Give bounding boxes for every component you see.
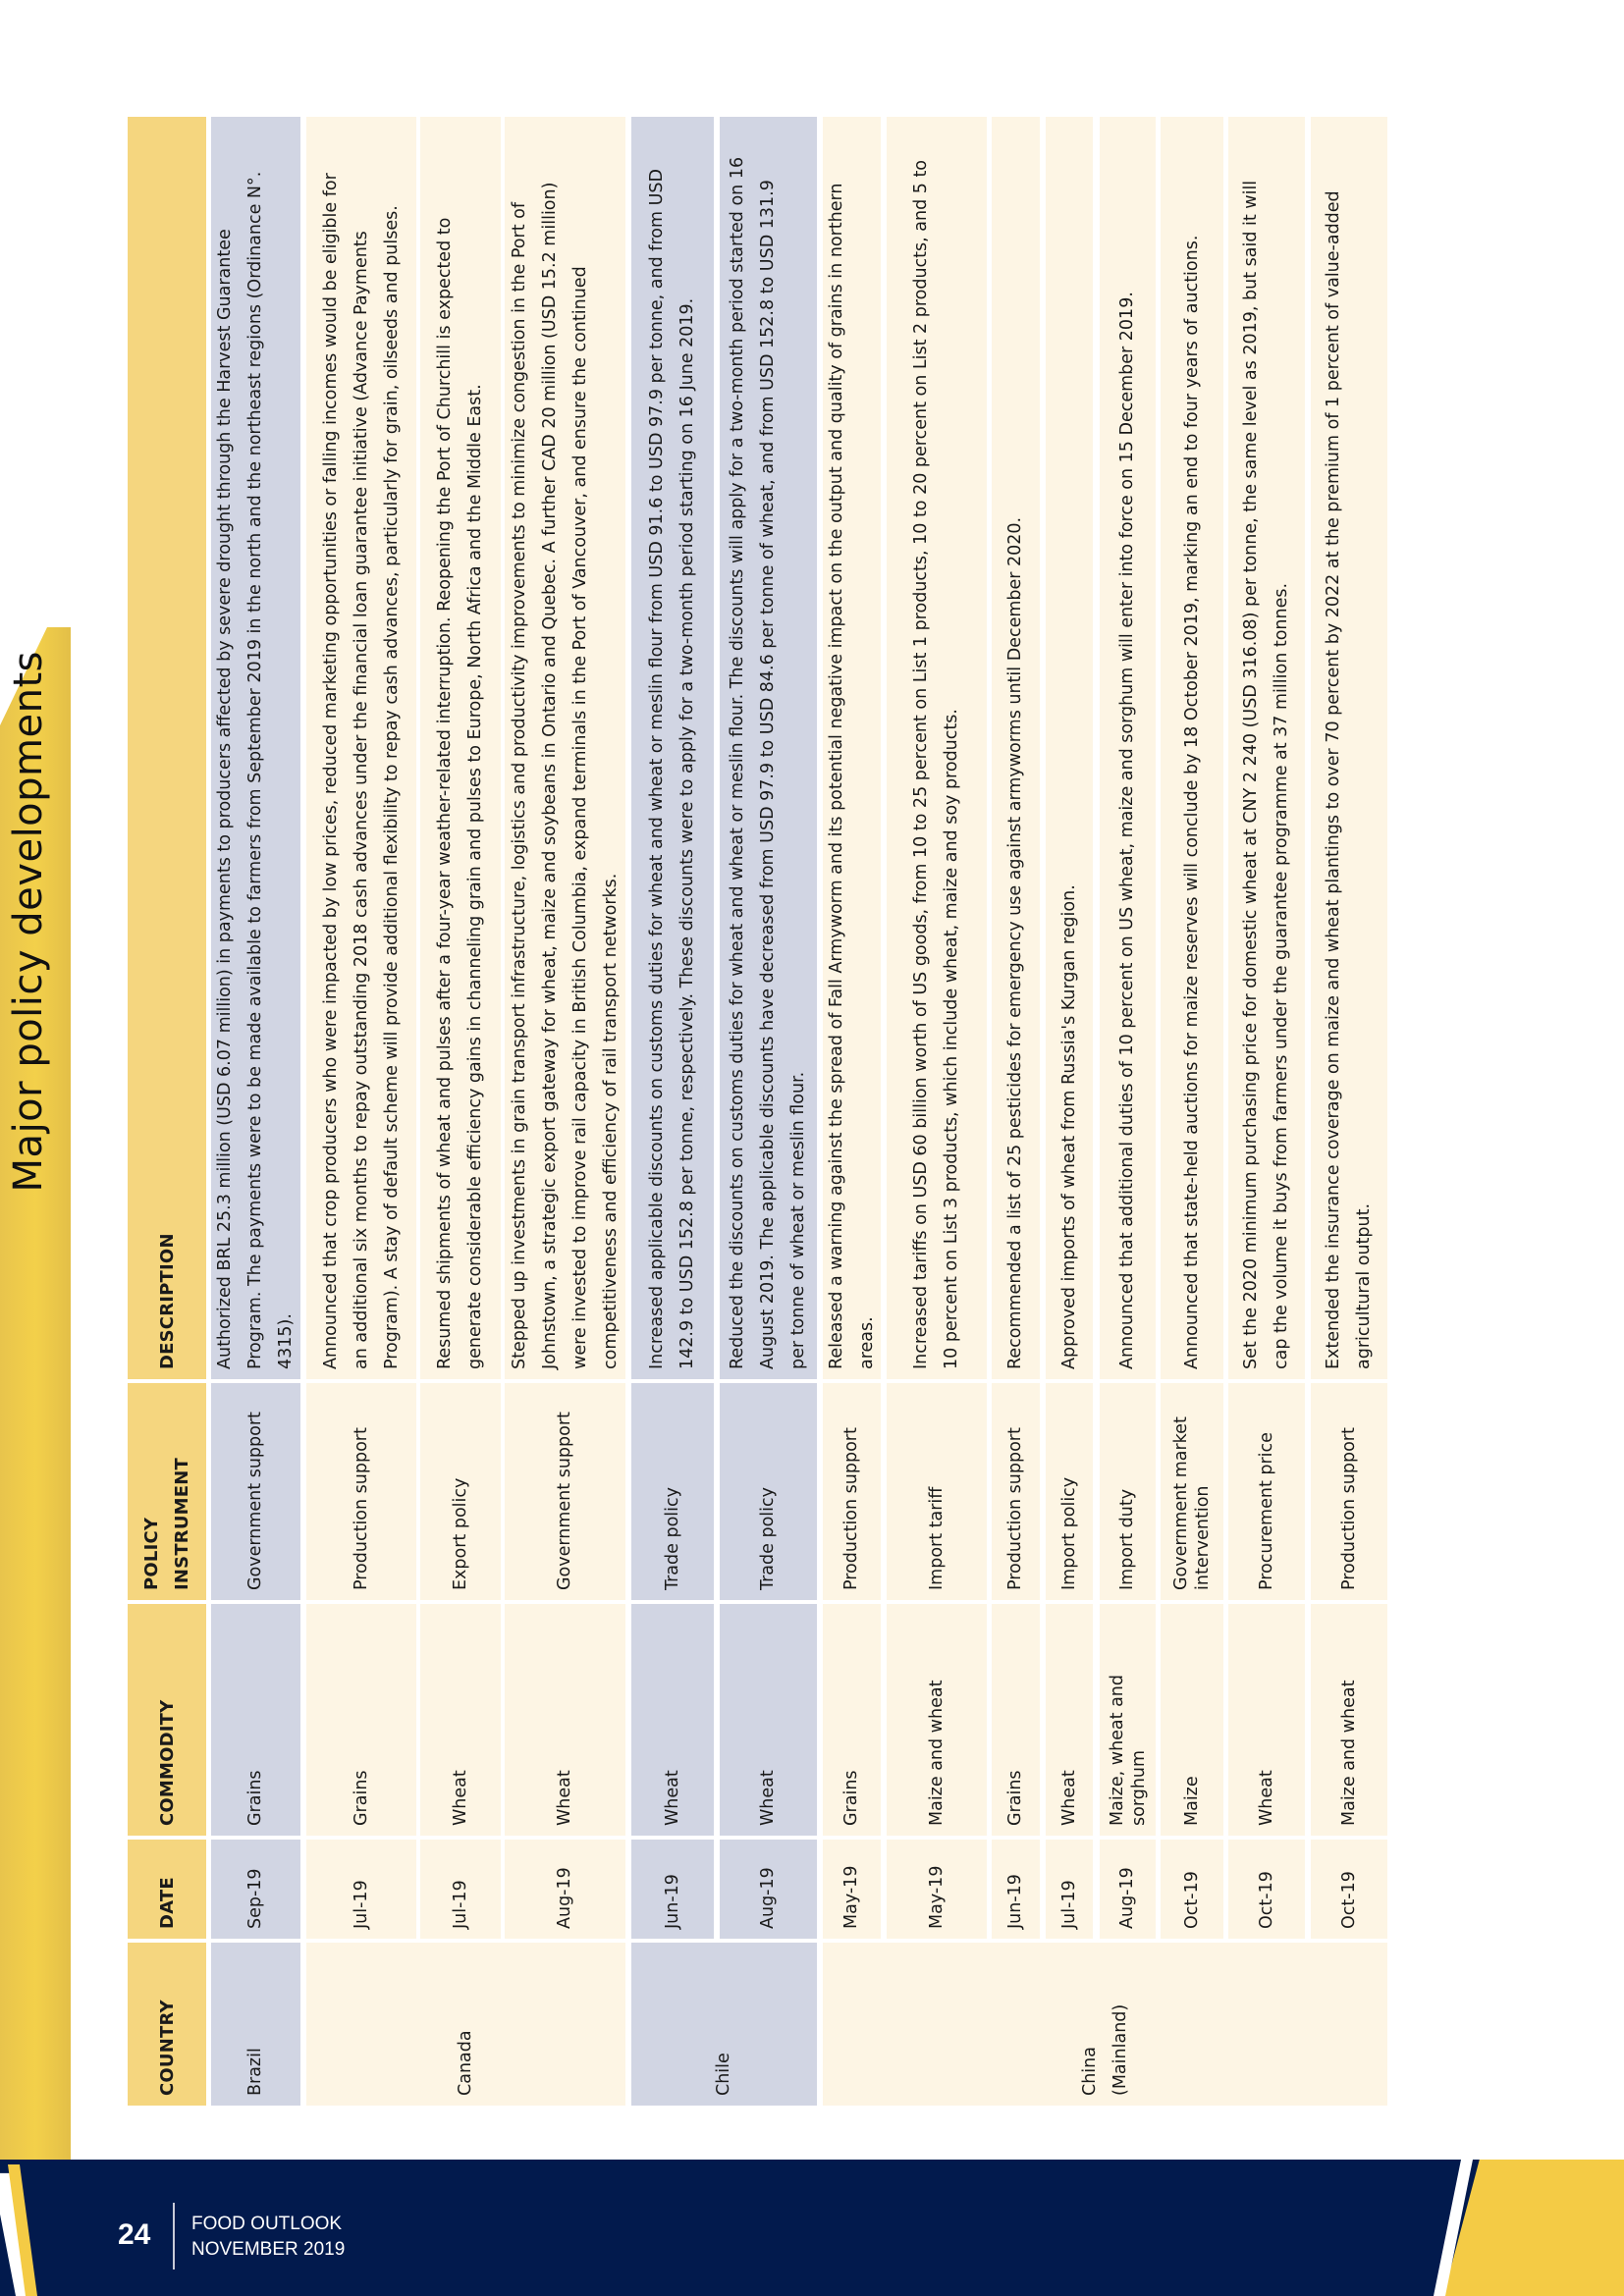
- cell-date: Aug-19: [505, 1840, 625, 1939]
- cell-description: Set the 2020 minimum purchasing price for domestic wheat at CNY 2 240 (USD 316.08) per tonne, the same level as 2019, but said it will cap the volume it buys from farmers under the guarantee programme at 37 million tonnes.: [1228, 117, 1305, 1379]
- publication-title: FOOD OUTLOOK: [191, 2214, 343, 2234]
- cell-policy-instrument: Production support: [823, 1383, 881, 1600]
- cell-commodity: Grains: [306, 1604, 416, 1836]
- footer-divider: [173, 2203, 175, 2269]
- cell-date: Jun-19: [631, 1840, 714, 1939]
- cell-date: Jul-19: [306, 1840, 416, 1939]
- table-header: [128, 117, 206, 2106]
- cell-policy-instrument: Trade policy: [631, 1383, 714, 1600]
- cell-date: Sep-19: [211, 1840, 300, 1939]
- table-row: [823, 117, 881, 2106]
- cell-date: Jul-19: [1046, 1840, 1093, 1939]
- footer-publication: [191, 2212, 345, 2263]
- cell-policy-instrument: Government market intervention: [1161, 1383, 1223, 1600]
- cell-description: Resumed shipments of wheat and pulses after a four-year weather-related interruption. Reopening the Port of Churchill is expected to generate considerable efficiency gains in channeling grain and pulses to Europe, North Africa and the Middle East.: [420, 117, 501, 1379]
- table-row: [1046, 117, 1093, 2106]
- cell-policy-instrument: Production support: [306, 1383, 416, 1600]
- section-title: Major policy developments: [6, 651, 51, 1193]
- table-row: [1311, 117, 1387, 2106]
- header-commodity: COMMODITY: [128, 1604, 206, 1836]
- cell-policy-instrument: Production support: [992, 1383, 1040, 1600]
- cell-description: Increased applicable discounts on customs duties for wheat and wheat or meslin flour from USD 91.6 to USD 97.9 per tonne, and from USD 142.9 to USD 152.8 per tonne, respectively. These discounts were to apply for a two-month period starting on 16 June 2019.: [631, 117, 714, 1379]
- cell-description: Recommended a list of 25 pesticides for emergency use against armyworms until December 2020.: [992, 117, 1040, 1379]
- country-cell-china: China (Mainland): [823, 1943, 1387, 2106]
- cell-policy-instrument: Production support: [1311, 1383, 1387, 1600]
- cell-commodity: Wheat: [1228, 1604, 1305, 1836]
- table-row: [1228, 117, 1305, 2106]
- cell-commodity: Wheat: [505, 1604, 625, 1836]
- cell-description: Authorized BRL 25.3 million (USD 6.07 million) in payments to producers affected by severe drought through the Harvest Guarantee Program. The payments were to be made available to farmers from September 2019 in the north and the northeast regions (Ordinance N°. 4315).: [211, 117, 300, 1379]
- table-row: [306, 117, 416, 2106]
- cell-commodity: Wheat: [720, 1604, 817, 1836]
- cell-description: Released a warning against the spread of Fall Armyworm and its potential negative impact on the output and quality of grains in northern areas.: [823, 117, 881, 1379]
- country-cell-brazil: Brazil: [211, 1943, 300, 2106]
- cell-description: Reduced the discounts on customs duties for wheat and wheat or meslin flour. The discounts will apply for a two-month period started on 16 August 2019. The applicable discounts have decreased from USD 97.9 to USD 84.6 per tonne of wheat, and from USD 152.8 to USD 131.9 per tonne of wheat or meslin flour.: [720, 117, 817, 1379]
- header-country: COUNTRY: [128, 1943, 206, 2106]
- cell-description: Extended the insurance coverage on maize and wheat plantings to over 70 percent by 2022 at the premium of 1 percent of value-added agricultural output.: [1311, 117, 1387, 1379]
- header-date: DATE: [128, 1840, 206, 1939]
- table-row: [992, 117, 1040, 2106]
- header-description: DESCRIPTION: [128, 117, 206, 1379]
- cell-policy-instrument: Trade policy: [720, 1383, 817, 1600]
- cell-date: May-19: [823, 1840, 881, 1939]
- cell-date: Oct-19: [1161, 1840, 1223, 1939]
- cell-commodity: Wheat: [1046, 1604, 1093, 1836]
- cell-policy-instrument: Import duty: [1100, 1383, 1156, 1600]
- cell-description: Announced that additional duties of 10 percent on US wheat, maize and sorghum will enter into force on 15 December 2019.: [1100, 117, 1156, 1379]
- cell-commodity: Grains: [992, 1604, 1040, 1836]
- cell-description: Increased tariffs on USD 60 billion worth of US goods, from 10 to 25 percent on List 1 products, 10 to 20 percent on List 2 products, and 5 to 10 percent on List 3 products, which include wheat, maize and soy products.: [887, 117, 987, 1379]
- country-cell-chile: Chile: [631, 1943, 817, 2106]
- country-cell-canada: Canada: [306, 1943, 625, 2106]
- header-policy-instrument: POLICY INSTRUMENT: [128, 1383, 206, 1600]
- table-row: [887, 117, 987, 2106]
- cell-commodity: Grains: [211, 1604, 300, 1836]
- cell-commodity: Maize, wheat and sorghum: [1100, 1604, 1156, 1836]
- cell-policy-instrument: Government support: [505, 1383, 625, 1600]
- cell-commodity: Grains: [823, 1604, 881, 1836]
- cell-policy-instrument: Procurement price: [1228, 1383, 1305, 1600]
- cell-description: Approved imports of wheat from Russia's Kurgan region.: [1046, 117, 1093, 1379]
- cell-commodity: Maize: [1161, 1604, 1223, 1836]
- cell-date: May-19: [887, 1840, 987, 1939]
- table-row: [420, 117, 501, 2106]
- cell-policy-instrument: Export policy: [420, 1383, 501, 1600]
- cell-policy-instrument: Import tariff: [887, 1383, 987, 1600]
- table-row: [631, 117, 714, 2106]
- table-row: [505, 117, 625, 2106]
- table-row: [211, 117, 300, 2106]
- page-number: 24: [118, 2218, 151, 2251]
- cell-date: Jul-19: [420, 1840, 501, 1939]
- cell-policy-instrument: Import policy: [1046, 1383, 1093, 1600]
- cell-policy-instrument: Government support: [211, 1383, 300, 1600]
- cell-date: Aug-19: [720, 1840, 817, 1939]
- cell-description: Stepped up investments in grain transport infrastructure, logistics and productivity improvements to minimize congestion in the Port of Johnstown, a strategic export gateway for wheat, maize and soybeans in Ontario and Quebec. A further CAD 20 million (USD 15.2 million) were invested to improve rail capacity in British Columbia, expand terminals in the Port of Vancouver, and ensure the continued competitiveness and efficiency of rail transport networks.: [505, 117, 625, 1379]
- cell-commodity: Wheat: [631, 1604, 714, 1836]
- cell-date: Jun-19: [992, 1840, 1040, 1939]
- table-row: [1161, 117, 1223, 2106]
- cell-commodity: Maize and wheat: [1311, 1604, 1387, 1836]
- cell-date: Oct-19: [1311, 1840, 1387, 1939]
- cell-commodity: Wheat: [420, 1604, 501, 1836]
- publication-issue: NOVEMBER 2019: [191, 2239, 346, 2260]
- table-row: [720, 117, 817, 2106]
- table-row: [1100, 117, 1156, 2106]
- cell-date: Oct-19: [1228, 1840, 1305, 1939]
- cell-description: Announced that state-held auctions for maize reserves will conclude by 18 October 2019, marking an end to four years of auctions.: [1161, 117, 1223, 1379]
- cell-date: Aug-19: [1100, 1840, 1156, 1939]
- cell-description: Announced that crop producers who were impacted by low prices, reduced marketing opportunities or falling incomes would be eligible for an additional six months to repay outstanding 2018 cash advances under the financial loan guarantee initiative (Advance Payments Program). A stay of default scheme will provide additional flexibility to repay cash advances, particularly for grain, oilseeds and pulses.: [306, 117, 416, 1379]
- cell-commodity: Maize and wheat: [887, 1604, 987, 1836]
